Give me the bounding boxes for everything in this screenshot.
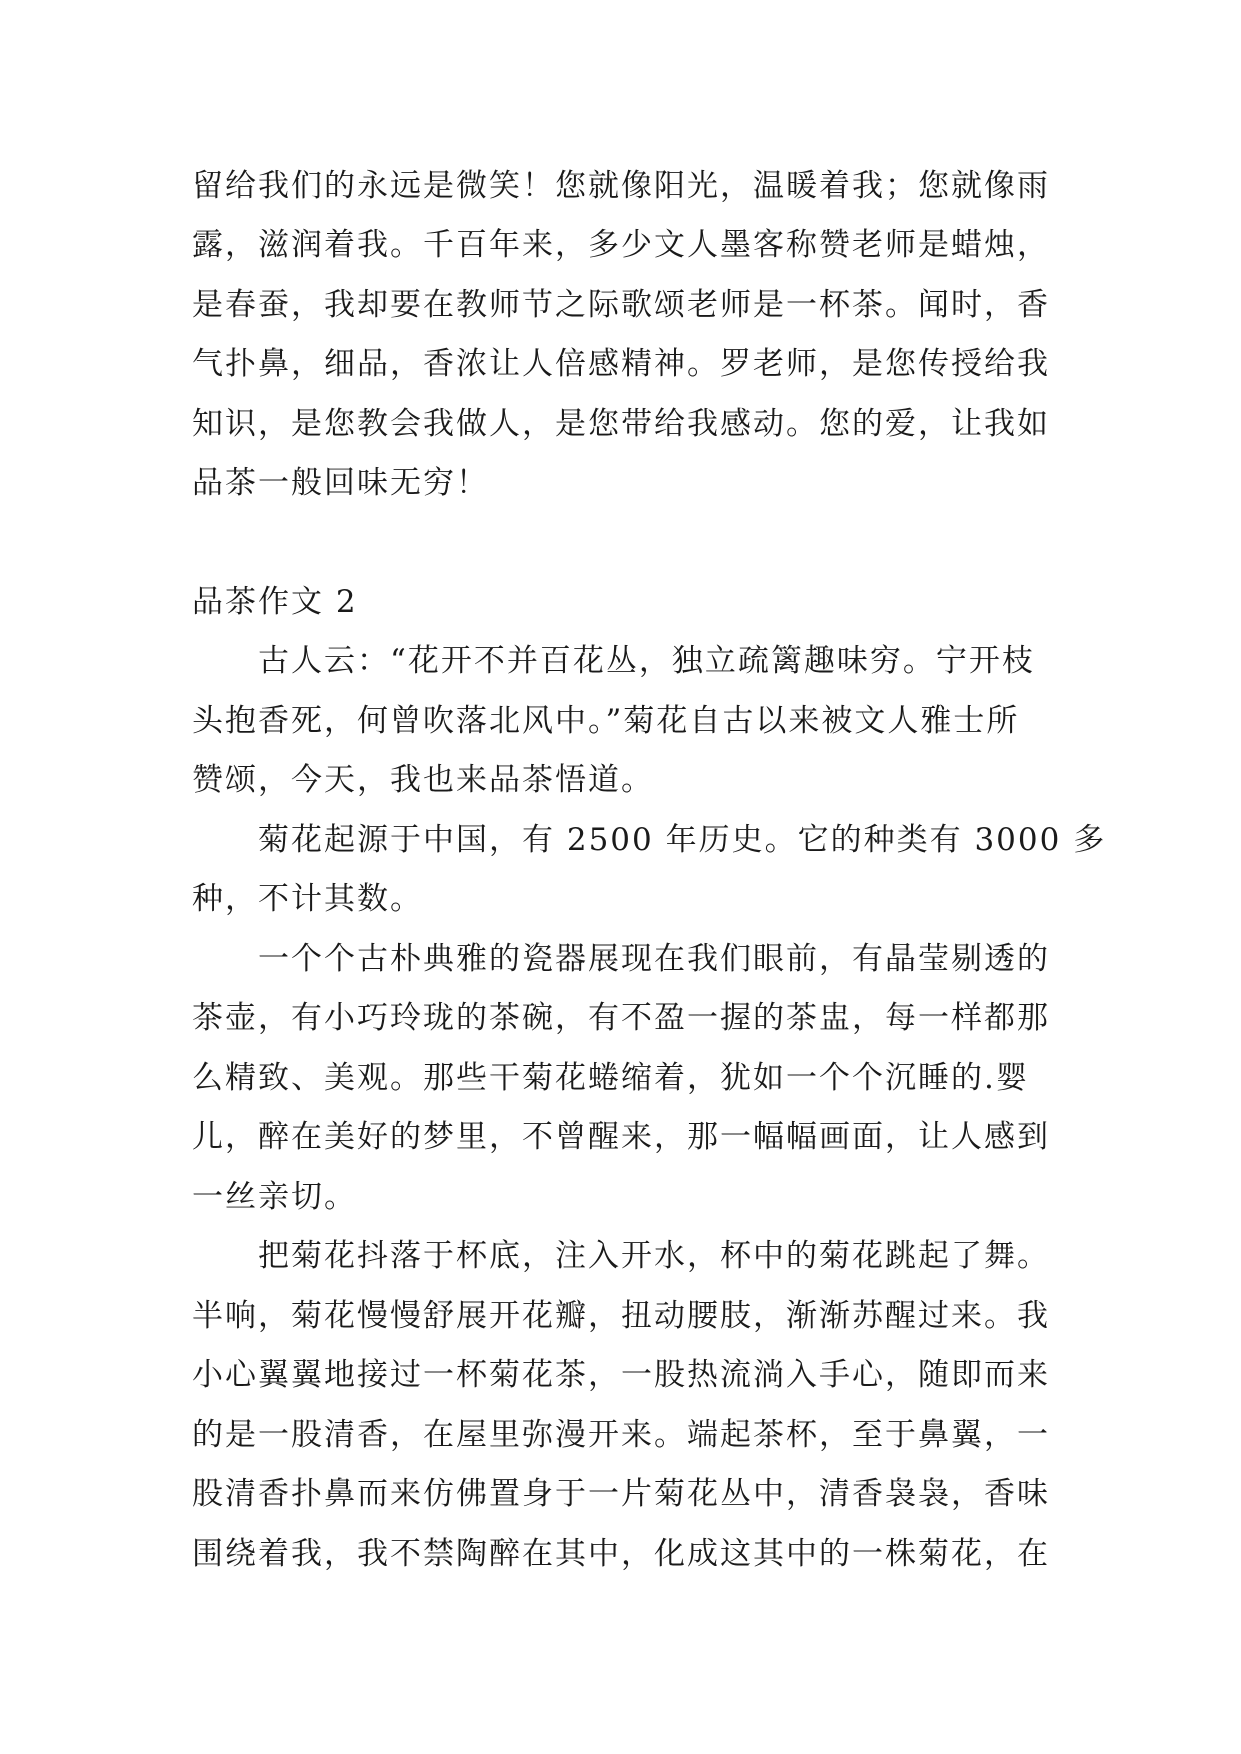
text-line: 品茶一般回味无穷！ <box>192 465 489 501</box>
text-line: 头抱香死，何曾吹落北风中。”菊花自古以来被文人雅士所 <box>192 703 1020 739</box>
text-line: 气扑鼻，细品，香浓让人倍感精神。罗老师，是您传授给我 <box>192 346 1050 382</box>
text-line: 种，不计其数。 <box>192 881 423 917</box>
text-line: 赞颂，今天，我也来品茶悟道。 <box>192 762 654 798</box>
text-line: 一个个古朴典雅的瓷器展现在我们眼前，有晶莹剔透的 <box>258 941 1050 977</box>
text-line: 留给我们的永远是微笑！您就像阳光，温暖着我；您就像雨 <box>192 168 1050 204</box>
text-line: 半响，菊花慢慢舒展开花瓣，扭动腰肢，渐渐苏醒过来。我 <box>192 1298 1050 1334</box>
text-line: 么精致、美观。那些干菊花蜷缩着，犹如一个个沉睡的.婴 <box>192 1060 1029 1096</box>
text-line: 一丝亲切。 <box>192 1179 357 1215</box>
text-line: 把菊花抖落于杯底，注入开水，杯中的菊花跳起了舞。 <box>258 1238 1050 1274</box>
text-line: 茶壶，有小巧玲珑的茶碗，有不盈一握的茶盅，每一样都那 <box>192 1000 1050 1036</box>
text-line: 股清香扑鼻而来仿佛置身于一片菊花丛中，清香袅袅，香味 <box>192 1476 1050 1512</box>
text-line: 围绕着我，我不禁陶醉在其中，化成这其中的一株菊花，在 <box>192 1536 1050 1572</box>
text-line: 儿，醉在美好的梦里，不曾醒来，那一幅幅画面，让人感到 <box>192 1119 1050 1155</box>
text-line: 露，滋润着我。千百年来，多少文人墨客称赞老师是蜡烛， <box>192 227 1050 263</box>
text-line: 是春蚕，我却要在教师节之际歌颂老师是一杯茶。闻时，香 <box>192 287 1050 323</box>
text-line: 的是一股清香，在屋里弥漫开来。端起茶杯，至于鼻翼，一 <box>192 1417 1050 1453</box>
text-line: 菊花起源于中国，有 2500 年历史。它的种类有 3000 多 <box>258 822 1107 858</box>
text-line: 小心翼翼地接过一杯菊花茶，一股热流淌入手心，随即而来 <box>192 1357 1050 1393</box>
text-line: 知识，是您教会我做人，是您带给我感动。您的爱，让我如 <box>192 406 1050 442</box>
section-heading: 品茶作文 2 <box>192 584 358 620</box>
text-line: 古人云：“花开不并百花丛，独立疏篱趣味穷。宁开枝 <box>258 643 1035 679</box>
